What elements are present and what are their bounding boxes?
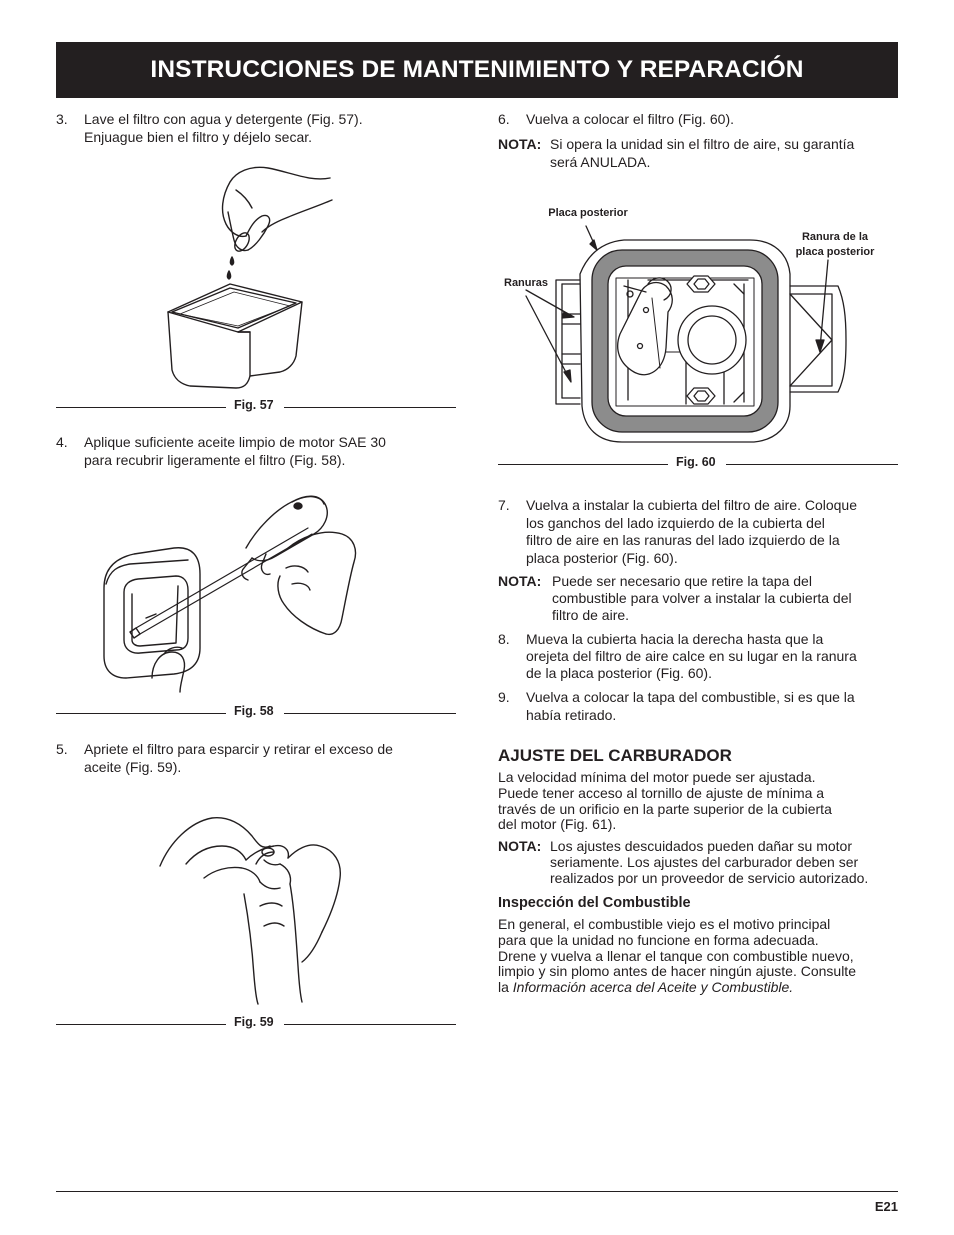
fuel-paragraph — [498, 917, 898, 996]
caption-rule — [284, 713, 456, 714]
page-header — [56, 42, 898, 98]
step-number: 6. — [498, 111, 510, 127]
step-number: 8. — [498, 631, 510, 647]
step-7 — [498, 497, 898, 569]
fig57-caption: Fig. 57 — [234, 398, 274, 412]
step-text-line: orejeta del filtro de aire calce en su lugar en la ranura — [526, 648, 857, 664]
step-number: 9. — [498, 689, 510, 705]
paragraph-line: limpio y sin plomo antes de hacer ningún ajuste. Consulte — [498, 963, 856, 980]
step-number: 4. — [56, 434, 68, 450]
step-text-line: Vuelva a colocar la tapa del combustible, si es que la — [526, 689, 855, 705]
step-text-line: Vuelva a colocar el filtro (Fig. 60). — [526, 111, 735, 127]
fig58-caption-row — [56, 704, 456, 722]
fuel-inspection-heading: Inspección del Combustible — [498, 895, 691, 911]
note-text-line: filtro de aire. — [552, 607, 630, 623]
step-number: 5. — [56, 741, 68, 757]
step-9 — [498, 689, 898, 725]
caption-rule — [498, 464, 668, 465]
paragraph-line: del motor (Fig. 61). — [498, 816, 617, 833]
note-carburetor — [498, 839, 898, 889]
step-5 — [56, 741, 456, 777]
note-text-line: seriamente. Los ajustes del carburador deben ser — [550, 854, 859, 870]
step-text-line: para recubrir ligeramente el filtro (Fig. 58). — [84, 451, 346, 468]
fig58-caption: Fig. 58 — [234, 704, 274, 718]
step-8 — [498, 631, 898, 685]
paragraph-line: Drene y vuelva a llenar el tanque con combustible nuevo, — [498, 947, 854, 964]
note-label: NOTA: — [498, 136, 542, 152]
fig59-illustration — [150, 806, 360, 1006]
carburetor-heading: AJUSTE DEL CARBURADOR — [498, 746, 732, 765]
step-text-line: Lave el filtro con agua y detergente (Fig. 57). — [84, 111, 363, 127]
note-text-line: será ANULADA. — [550, 153, 651, 170]
note-text-line: combustible para volver a instalar la cubierta del — [552, 590, 852, 606]
step-text-line: de la placa posterior (Fig. 60). — [526, 665, 712, 681]
paragraph-line: través de un orificio en la parte superior de la cubierta — [498, 800, 832, 817]
step-text-line: Enjuague bien el filtro y déjelo secar. — [84, 128, 313, 145]
label-ranura-line1: Ranura de la — [801, 231, 869, 243]
step-text-line: Vuelva a instalar la cubierta del filtro de aire. Coloque — [526, 497, 858, 513]
paragraph-text: la — [498, 979, 513, 996]
label-placa-posterior: Placa posterior — [548, 207, 628, 219]
step-text-line: Aplique suficiente aceite limpio de motor SAE 30 — [84, 434, 386, 450]
note-remove-cap — [498, 573, 898, 627]
note-warranty — [498, 136, 898, 172]
paragraph-line — [498, 980, 898, 996]
fig60-caption: Fig. 60 — [676, 455, 716, 469]
page-title: INSTRUCCIONES DE MANTENIMIENTO Y REPARACIÓN — [150, 56, 804, 83]
paragraph-line: En general, el combustible viejo es el motivo principal — [498, 916, 831, 932]
footer-rule — [56, 1191, 898, 1192]
note-text-line: Puede ser necesario que retire la tapa del — [552, 573, 812, 589]
step-text-line: Mueva la cubierta hacia la derecha hasta que la — [526, 631, 824, 647]
label-ranura-line2: placa posterior — [795, 246, 875, 258]
step-6 — [498, 111, 898, 129]
step-4 — [56, 434, 456, 470]
page-number: E21 — [874, 1199, 898, 1214]
fig60-illustration — [498, 220, 898, 450]
note-label: NOTA: — [498, 838, 542, 854]
paragraph-line: La velocidad mínima del motor puede ser ajustada. — [498, 769, 816, 785]
step-number: 3. — [56, 111, 68, 127]
note-label: NOTA: — [498, 573, 542, 589]
label-ranuras: Ranuras — [504, 277, 549, 289]
note-text-line: Los ajustes descuidados pueden dañar su motor — [550, 838, 852, 854]
step-text-line: filtro de aire en las ranuras del lado izquierdo de la — [526, 532, 840, 548]
step-number: 7. — [498, 497, 510, 513]
carburetor-paragraph — [498, 770, 898, 833]
fig57-caption-row — [56, 398, 456, 416]
step-text-line: aceite (Fig. 59). — [84, 758, 182, 775]
step-3 — [56, 111, 456, 147]
caption-rule — [284, 1024, 456, 1025]
step-text-line: los ganchos del lado izquierdo de la cubierta del — [526, 514, 825, 531]
fig59-caption-row — [56, 1015, 456, 1033]
paragraph-line: Puede tener acceso al tornillo de ajuste de mínima a — [498, 784, 825, 801]
reference-link-text: Información acerca del Aceite y Combustible. — [512, 979, 794, 996]
caption-rule — [56, 713, 226, 714]
paragraph-line: para que la unidad no funcione en forma adecuada. — [498, 931, 819, 948]
caption-rule — [56, 407, 226, 408]
step-text-line: Apriete el filtro para esparcir y retirar el exceso de — [84, 741, 393, 757]
fig57-illustration — [150, 160, 350, 390]
caption-rule — [284, 407, 456, 408]
caption-rule — [726, 464, 898, 465]
fig59-caption: Fig. 59 — [234, 1015, 274, 1029]
note-text-line: realizados por un proveedor de servicio autorizado. — [550, 870, 869, 886]
step-text-line: había retirado. — [526, 706, 617, 723]
fig60-caption-row — [498, 455, 898, 473]
step-text-line: placa posterior (Fig. 60). — [526, 549, 678, 566]
note-text-line: Si opera la unidad sin el filtro de aire, su garantía — [550, 136, 855, 152]
caption-rule — [56, 1024, 226, 1025]
fig58-illustration — [96, 488, 366, 693]
